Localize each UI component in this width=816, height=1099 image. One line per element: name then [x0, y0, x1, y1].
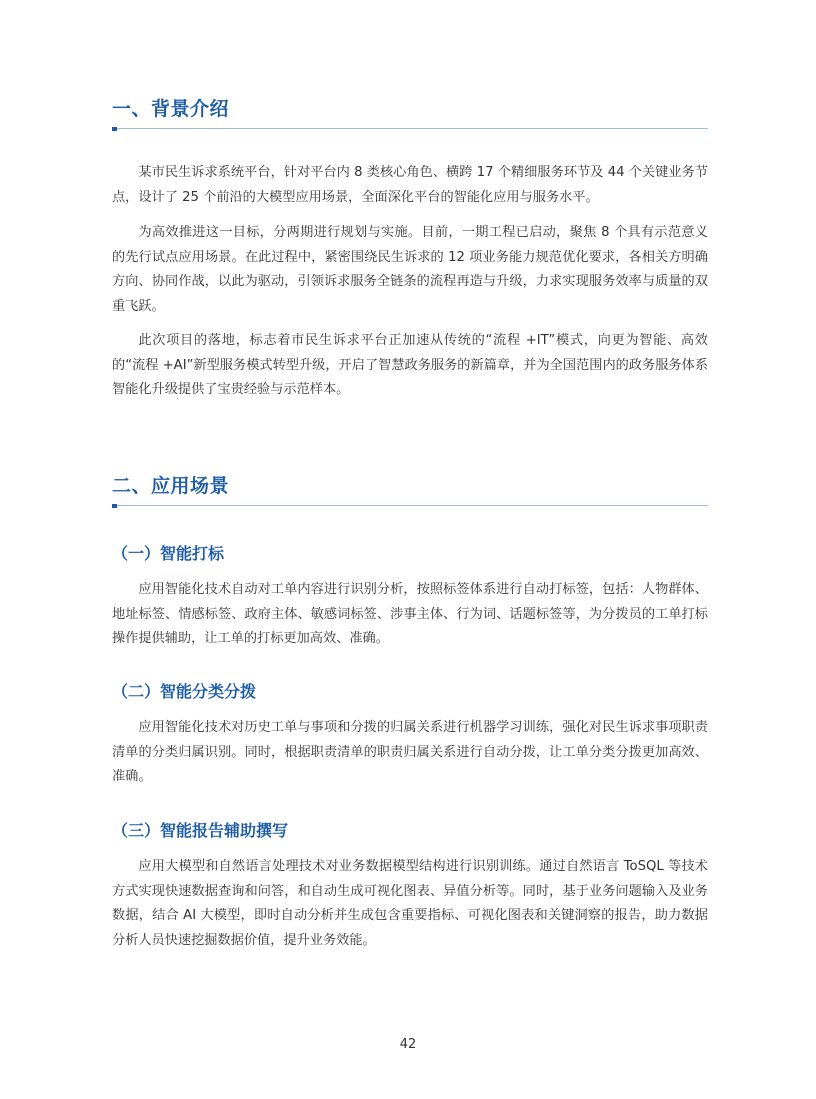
section-header-background [112, 97, 708, 129]
paragraph-background-1: 某市民生诉求系统平台，针对平台内 8 类核心角色、横跨 17 个精细服务环节及 44 个关键业务节点，设计了 25 个前沿的大模型应用场景，全面深化平台的智能化应用与服务水平。 [112, 165, 708, 205]
paragraph-smart-tagging: 应用智能化技术自动对工单内容进行识别分析，按照标签体系进行自动打标签，包括：人物群体、地址标签、情感标签、政府主体、敏感词标签、涉事主体、行为词、话题标签等，为分拨员的工单打标操作提供辅助，让工单的打标更加高效、准确。 [112, 582, 708, 646]
section-divider [112, 128, 708, 129]
paragraph-smart-classification: 应用智能化技术对历史工单与事项和分拨的归属关系进行机器学习训练，强化对民生诉求事项职责清单的分类归属识别。同时，根据职责清单的职责归属关系进行自动分拨，让工单分类分拨更加高效、准确。 [112, 720, 708, 784]
paragraph-background-3: 此次项目的落地，标志着市民生诉求平台正加速从传统的“流程 +IT”模式，向更为智能、高效的“流程 +AI”新型服务模式转型升级，开启了智慧政务服务的新篇章，并为全国范围内的政务服务体系智能化升级提供了宝贵经验与示范样本。 [112, 333, 708, 397]
subsection-title-smart-classification: （二）智能分类分拨 [112, 682, 257, 701]
section-divider [112, 505, 708, 506]
section-header-scenarios [112, 474, 708, 506]
divider-marker [112, 504, 117, 508]
divider-marker [112, 127, 117, 131]
paragraph-smart-report: 应用大模型和自然语言处理技术对业务数据模型结构进行识别训练。通过自然语言 ToSQL 等技术方式实现快速数据查询和问答，和自动生成可视化图表、异值分析等。同时，基于业务问题输入及业务数据，结合 AI 大模型，即时自动分析并生成包含重要指标、可视化图表和关键洞察的报告，助力数据分析人员快速挖掘数据价值，提升业务效能。 [112, 859, 708, 948]
section-title-scenarios: 二、应用场景 [112, 475, 230, 497]
subsection-title-smart-report: （三）智能报告辅助撰写 [112, 821, 289, 840]
section-title-background: 一、背景介绍 [112, 98, 230, 120]
subsection-title-smart-tagging: （一）智能打标 [112, 544, 225, 563]
paragraph-background-2: 为高效推进这一目标，分两期进行规划与实施。目前，一期工程已启动，聚焦 8 个具有示范意义的先行试点应用场景。在此过程中，紧密围绕民生诉求的 12 项业务能力规范优化要求，各相关方明确方向、协同作战，以此为驱动，引领诉求服务全链条的流程再造与升级，力求实现服务效率与质量的双重飞跃。 [112, 225, 708, 314]
page-number: 42 [399, 1037, 417, 1052]
